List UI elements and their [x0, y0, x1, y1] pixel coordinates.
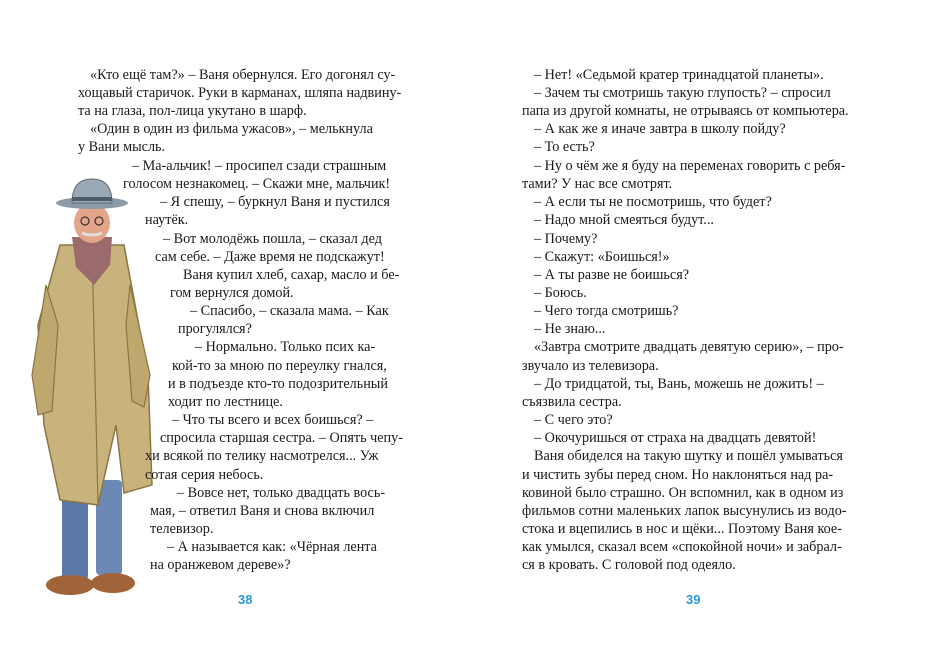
text-line: – А если ты не посмотришь, что будет? — [534, 194, 772, 210]
text-line: «Завтра смотрите двадцать девятую серию», – про- — [534, 339, 844, 355]
right-page — [468, 0, 935, 666]
text-line: спросила старшая сестра. – Опять чепу- — [160, 430, 403, 446]
text-line: фильмов сотни маленьких лапок высунулись из водо- — [522, 503, 847, 519]
text-line: – Скажут: «Боишься!» — [534, 249, 670, 265]
text-line: голосом незнакомец. – Скажи мне, мальчик! — [123, 176, 391, 192]
text-line: сам себе. – Даже время не подскажут! — [155, 249, 385, 265]
text-line: хощавый старичок. Руки в карманах, шляпа надвину- — [78, 85, 402, 101]
text-line: – Боюсь. — [534, 285, 587, 301]
text-line: мая, – ответил Ваня и снова включил — [150, 503, 375, 519]
text-line: тами? У нас все смотрят. — [522, 176, 673, 192]
left-page — [0, 0, 467, 666]
text-line: – Вовсе нет, только двадцать вось- — [177, 485, 386, 501]
text-line: – Не знаю... — [534, 321, 606, 337]
text-line: – Нормально. Только псих ка- — [195, 339, 376, 355]
text-line: – А ты разве не боишься? — [534, 267, 690, 283]
text-line: – А как же я иначе завтра в школу пойду? — [534, 121, 786, 137]
text-line: – Что ты всего и всех боишься? – — [172, 412, 374, 428]
text-line: ходит по лестнице. — [168, 394, 283, 410]
text-line: Ваня обиделся на такую шутку и пошёл умываться — [534, 448, 843, 464]
text-line: – Надо мной смеяться будут... — [534, 212, 714, 228]
text-line: – Почему? — [534, 231, 598, 247]
text-line: – Чего тогда смотришь? — [534, 303, 679, 319]
text-line: – Спасибо, – сказала мама. – Как — [190, 303, 389, 319]
text-line: съязвила сестра. — [522, 394, 622, 410]
text-line: – Ну о чём же я буду на переменах говорить с ребя- — [534, 158, 846, 174]
page-number: 38 — [238, 592, 253, 607]
text-line: на оранжевом дереве»? — [150, 557, 291, 573]
text-line: и чистить зубы перед сном. Но наклоняться над ра- — [522, 467, 834, 483]
text-line: хи всякой по телику насмотрелся... Уж — [145, 448, 379, 464]
text-line: – Ма-альчик! – просипел сзади страшным — [132, 158, 387, 174]
text-line: – Я спешу, – буркнул Ваня и пустился — [160, 194, 390, 210]
text-line: – А называется как: «Чёрная лента — [167, 539, 377, 555]
text-line: – Нет! «Седьмой кратер тринадцатой планеты». — [534, 67, 824, 83]
text-line: гом вернулся домой. — [170, 285, 294, 301]
text-line: наутёк. — [145, 212, 189, 228]
text-line: ся в кровать. С головой под одеяло. — [522, 557, 736, 573]
text-line: как умылся, сказал всем «спокойной ночи» и забрал- — [522, 539, 842, 555]
text-line: – С чего это? — [534, 412, 613, 428]
text-line: сотая серия небось. — [145, 467, 264, 483]
text-line: кой-то за мною по переулку гнался, — [172, 358, 387, 374]
text-line: – То есть? — [534, 139, 595, 155]
text-line: «Один в один из фильма ужасов», – мелькнула — [90, 121, 373, 137]
text-line: – До тридцатой, ты, Вань, можешь не дожить! – — [534, 376, 824, 392]
old-man-illustration — [20, 175, 160, 605]
text-line: Ваня купил хлеб, сахар, масло и бе- — [183, 267, 400, 283]
text-line: телевизор. — [150, 521, 214, 537]
text-line: и в подъезде кто-то подозрительный — [168, 376, 388, 392]
text-line: звучало из телевизора. — [522, 358, 659, 374]
text-line: у Вани мысль. — [78, 139, 166, 155]
text-line: папа из другой комнаты, не отрываясь от компьютера. — [522, 103, 849, 119]
text-line: ковиной было страшно. Он вспомнил, как в одном из — [522, 485, 844, 501]
text-line: – Вот молодёжь пошла, – сказал дед — [163, 231, 382, 247]
text-line: – Окочуришься от страха на двадцать девятой! — [534, 430, 817, 446]
text-line: стока и вцепились в нос и щёки... Поэтому Ваня кое- — [522, 521, 842, 537]
text-line: та на глаза, пол-лица укутано в шарф. — [78, 103, 307, 119]
text-line: прогулялся? — [178, 321, 252, 337]
text-line: «Кто ещё там?» – Ваня обернулся. Его догонял су- — [90, 67, 396, 83]
text-line: – Зачем ты смотришь такую глупость? – спросил — [534, 85, 831, 101]
page-number: 39 — [686, 592, 701, 607]
